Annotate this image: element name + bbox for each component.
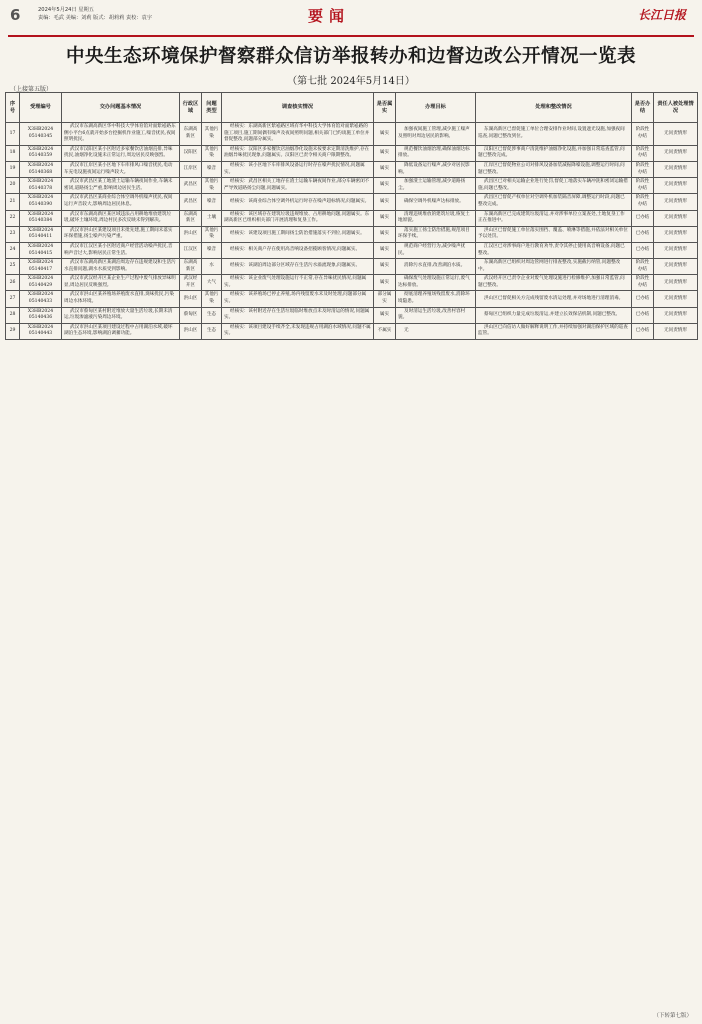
- cell-investigation: 经核实：该企业废气处理设施运行不正常,存在异味扰民情况,问题属实。: [222, 275, 374, 291]
- cell-handling: 江汉区已对涉事商户进行教育劝导,责令其停止使用高音响设备,问题已整改。: [476, 242, 632, 258]
- cell-goal: 加强夜间施工管理,减少施工噪声及照明对周边居民的影响。: [396, 123, 476, 146]
- table-row: [6, 307, 698, 323]
- cell-handling: 汉阳区已督促涉事商户清洗维护油烟净化设施,并加强日常巡查监管,问题已整改完成。: [476, 145, 632, 161]
- cell-id: X3HB2024 05140345: [20, 123, 62, 146]
- cell-investigation: 经核实：汉阳区多家餐饮店油烟净化设施未按要求定期清洗维护,存在油烟异味扰民现象,问题属实。汉阳区已责令相关商户限期整改。: [222, 145, 374, 161]
- cell-handling: 洪山区已督促相关方完成残留废水清运处理,并对场地进行清理消毒。: [476, 291, 632, 307]
- cell-desc: 武汉市东湖高新区某湖泊周边存在违规建设和生活污水直排问题,湖水水质受到影响。: [62, 259, 180, 275]
- cell-closed: 已办结: [632, 226, 654, 242]
- cell-type: 生态: [202, 307, 222, 323]
- cell-accountability: 无问责情形: [654, 210, 698, 226]
- cell-goal: 消除污水直排,改善湖泊水质。: [396, 259, 476, 275]
- cell-confirmed: 属实: [374, 161, 396, 177]
- cell-investigation: 经核实：东湖高新区紫崧路区域有华中科技大学体育馆对面紫崧路的施工项目,施工期间偶有噪声及夜间照明问题,相关部门已约谈施工单位并督促整改,问题部分属实。: [222, 123, 374, 146]
- cell-handling: 武昌区已对相关运输企业进行处罚,督促工地落实车辆冲洗和密闭运输措施,问题已整改。: [476, 178, 632, 194]
- cell-handling: 东湖高新区已组织对周边管网进行排查整改,实施截污纳管,问题整改中。: [476, 259, 632, 275]
- cell-confirmed: 属实: [374, 226, 396, 242]
- table-body: [6, 123, 698, 340]
- cell-desc: 武汉市东湖高新区华中科技大学体育馆对面紫崧路东侧小平台6点就开始多台挖掘机作业施工,噪音扰民,夜间照明扰民。: [62, 123, 180, 146]
- cell-accountability: 无问责情形: [654, 275, 698, 291]
- cell-region: 东湖高新区: [180, 259, 202, 275]
- cell-no: 27: [6, 291, 20, 307]
- cell-confirmed: 不属实: [374, 323, 396, 339]
- cell-region: 汉阳区: [180, 145, 202, 161]
- cell-id: X3HB2024 05140359: [20, 145, 62, 161]
- cell-confirmed: 属实: [374, 210, 396, 226]
- cell-type: 生态: [202, 323, 222, 339]
- cell-region: 洪山区: [180, 323, 202, 339]
- cell-desc: 武汉市洪山区某养殖场养殖废水直排,臭味扰民,污染周边水体环境。: [62, 291, 180, 307]
- cell-handling: 蔡甸区已组织力量完成垃圾清运,并建立长效保洁机制,问题已整改。: [476, 307, 632, 323]
- cell-closed: 阶段性办结: [632, 145, 654, 161]
- cell-type: 噪音: [202, 161, 222, 177]
- cell-desc: 武汉市汉阳区某小区附近多家餐饮店油烟直排,异味扰民,油烟净化设施未正常运行,周边居民反映强烈。: [62, 145, 180, 161]
- cell-type: 其他污染: [202, 145, 222, 161]
- table-header-row: [6, 93, 698, 123]
- cell-no: 18: [6, 145, 20, 161]
- date-line: 2024年5月24日 星期五: [38, 7, 94, 13]
- continuation-note: （下转第七版）: [653, 1013, 692, 1019]
- cell-closed: 已办结: [632, 291, 654, 307]
- cell-closed: 阶段性办结: [632, 259, 654, 275]
- cell-id: X3HB2024 05140378: [20, 178, 62, 194]
- cell-region: 洪山区: [180, 226, 202, 242]
- cell-accountability: 无问责情形: [654, 307, 698, 323]
- cell-handling: 洪山区已督促施工单位落实围挡、覆盖、喷淋等措施,并依法对相关单位予以处罚。: [476, 226, 632, 242]
- cell-no: 26: [6, 275, 20, 291]
- cell-id: X3HB2024 05140443: [20, 323, 62, 339]
- cell-investigation: 经核实：相关商户存在使用高音响设备招揽顾客情况,问题属实。: [222, 242, 374, 258]
- cell-investigation: 经核实：该商业综合体空调外机运行时存在噪声超标情况,问题属实。: [222, 194, 374, 210]
- cell-confirmed: 属实: [374, 194, 396, 210]
- cell-investigation: 经核实：该项目建设手续齐全,未发现违规占用湖泊水域情况,问题不属实。: [222, 323, 374, 339]
- table-row: [6, 242, 698, 258]
- column-header: 序号: [6, 93, 20, 123]
- cell-closed: 已办结: [632, 210, 654, 226]
- cell-region: 东湖高新区: [180, 123, 202, 146]
- cell-type: 其他污染: [202, 291, 222, 307]
- cell-desc: 武汉市武昌区某商业综合体空调外机噪声扰民,夜间运行声音较大,影响周边居民休息。: [62, 194, 180, 210]
- cell-confirmed: 属实: [374, 307, 396, 323]
- column-header: 是否属实: [374, 93, 396, 123]
- cell-closed: 已办结: [632, 323, 654, 339]
- cell-investigation: 经核实：该养殖场已停止养殖,场内残留废水未及时处理,问题部分属实。: [222, 291, 374, 307]
- cell-handling: 东湖高新区已完成建筑垃圾清运,并对涉事单位立案查处,土地复垦工作正在推进中。: [476, 210, 632, 226]
- cell-type: 其他污染: [202, 123, 222, 146]
- cell-id: X3HB2024 05140417: [20, 259, 62, 275]
- table-row: [6, 145, 698, 161]
- cell-goal: 清理违规堆放的建筑垃圾,恢复土地原貌。: [396, 210, 476, 226]
- cell-accountability: 无问责情形: [654, 161, 698, 177]
- cell-no: 28: [6, 307, 20, 323]
- column-header: 处理和整改情况: [476, 93, 632, 123]
- table-row: [6, 178, 698, 194]
- cell-handling: 武昌区已督促产权单位对空调外机加装隔音屏障,调整运行时段,问题已整改完成。: [476, 194, 632, 210]
- cell-accountability: 无问责情形: [654, 194, 698, 210]
- cell-id: X3HB2024 05140368: [20, 161, 62, 177]
- cell-goal: 无: [396, 323, 476, 339]
- cell-no: 21: [6, 194, 20, 210]
- column-header: 受理编号: [20, 93, 62, 123]
- cell-desc: 武汉市江汉区某小区附近商户经营活动噪声扰民,音响声音过大,影响居民正常生活。: [62, 242, 180, 258]
- cell-investigation: 经核实：该建设项目施工期间扬尘防治措施落实不到位,问题属实。: [222, 226, 374, 242]
- cell-type: 大气: [202, 275, 222, 291]
- table-row: [6, 226, 698, 242]
- cell-id: X3HB2024 05140433: [20, 291, 62, 307]
- cell-confirmed: 属实: [374, 242, 396, 258]
- cell-id: X3HB2024 05140436: [20, 307, 62, 323]
- cell-goal: 落实施工扬尘防治措施,规范项目环保手续。: [396, 226, 476, 242]
- section-title: 要闻: [308, 7, 351, 25]
- table-row: [6, 275, 698, 291]
- cell-closed: 阶段性办结: [632, 194, 654, 210]
- column-header: 是否办结: [632, 93, 654, 123]
- cell-no: 19: [6, 161, 20, 177]
- page-number: 6: [10, 6, 21, 24]
- cell-no: 20: [6, 178, 20, 194]
- cell-closed: 阶段性办结: [632, 178, 654, 194]
- staff-line: 责编：毛武 美编：刘莉 版式：胡莉莉 责校：袁宇: [38, 14, 152, 21]
- cell-no: 29: [6, 323, 20, 339]
- cell-investigation: 经核实：该村附近存在生活垃圾临时堆放点未及时清运的情况,问题属实。: [222, 307, 374, 323]
- table-row: [6, 123, 698, 146]
- cell-type: 水: [202, 259, 222, 275]
- cell-goal: 规范餐饮油烟治理,确保油烟达标排放。: [396, 145, 476, 161]
- table-row: [6, 194, 698, 210]
- cell-confirmed: 属实: [374, 145, 396, 161]
- cell-goal: 彻底清理养殖场残留废水,消除环境隐患。: [396, 291, 476, 307]
- cell-confirmed: 属实: [374, 259, 396, 275]
- cell-type: 噪音: [202, 242, 222, 258]
- cell-goal: 规范商户经营行为,减少噪声扰民。: [396, 242, 476, 258]
- table-row: [6, 323, 698, 339]
- column-header: 行政区域: [180, 93, 202, 123]
- cell-goal: 降低设备运行噪声,减少对居民影响。: [396, 161, 476, 177]
- cell-investigation: 经核实：该区域存在建筑垃圾违规堆放、占用耕地问题,问题属实。东湖高新区已组织相关部门开展清理和复垦工作。: [222, 210, 374, 226]
- cell-confirmed: 属实: [374, 178, 396, 194]
- cell-region: 江岸区: [180, 161, 202, 177]
- cell-desc: 武汉市洪山区某建设项目未批先建,施工期间未落实环保措施,扬尘噪声污染严重。: [62, 226, 180, 242]
- cell-region: 东湖高新区: [180, 210, 202, 226]
- cell-no: 22: [6, 210, 20, 226]
- cell-region: 武昌区: [180, 178, 202, 194]
- cell-region: 江汉区: [180, 242, 202, 258]
- cell-handling: 武汉经开区已责令企业对废气处理设施进行检修维护,加强日常监管,问题已整改。: [476, 275, 632, 291]
- cell-investigation: 经核实：该湖泊周边部分区域存在生活污水溢流现象,问题属实。: [222, 259, 374, 275]
- column-header: 交办问题基本情况: [62, 93, 180, 123]
- cell-accountability: 无问责情形: [654, 178, 698, 194]
- cell-no: 17: [6, 123, 20, 146]
- cell-confirmed: 属实: [374, 123, 396, 146]
- column-header: 责任人被处理情况: [654, 93, 698, 123]
- continued-note: （上接第五版）: [10, 86, 53, 93]
- cell-confirmed: 部分属实: [374, 291, 396, 307]
- cell-closed: 阶段性办结: [632, 123, 654, 146]
- cell-id: X3HB2024 05140390: [20, 194, 62, 210]
- cell-investigation: 经核实：该小区地下车库排风设备运行时存在噪声扰民情况,问题属实。: [222, 161, 374, 177]
- cell-region: 洪山区: [180, 291, 202, 307]
- cell-accountability: 无问责情形: [654, 323, 698, 339]
- cell-type: 其他污染: [202, 226, 222, 242]
- cell-desc: 武汉市蔡甸区某村附近堆放大量生活垃圾,长期未清运,垃圾渗滤液污染周边环境。: [62, 307, 180, 323]
- cell-goal: 加强渣土运输管理,减少道路扬尘。: [396, 178, 476, 194]
- table-row: [6, 291, 698, 307]
- cell-handling: 江岸区已督促物业公司对排风设备加装减振降噪设施,调整运行时间,问题已整改。: [476, 161, 632, 177]
- column-header: 调查核实情况: [222, 93, 374, 123]
- cell-accountability: 无问责情形: [654, 291, 698, 307]
- page-header: [8, 4, 694, 34]
- cell-id: X3HB2024 05140415: [20, 242, 62, 258]
- table-row: [6, 161, 698, 177]
- column-header: 问题类型: [202, 93, 222, 123]
- cell-confirmed: 属实: [374, 275, 396, 291]
- cell-region: 武昌区: [180, 194, 202, 210]
- cell-investigation: 经核实：武昌区相关工地存在渣土运输车辆夜间作业,部分车辆密闭不严导致道路扬尘问题,问题属实。: [222, 178, 374, 194]
- table-row: [6, 259, 698, 275]
- cell-type: 土壤: [202, 210, 222, 226]
- cell-closed: 阶段性办结: [632, 275, 654, 291]
- cell-desc: 武汉市武汉经开区某企业生产过程中废气排放异味明显,周边居民反映强烈。: [62, 275, 180, 291]
- cell-id: X3HB2024 05140411: [20, 226, 62, 242]
- newspaper-logo: 长江日报: [637, 8, 686, 22]
- page-subtitle: （第七批 2024年5月14日）: [287, 76, 415, 87]
- cell-region: 蔡甸区: [180, 307, 202, 323]
- cell-closed: 已办结: [632, 242, 654, 258]
- cell-id: X3HB2024 05140384: [20, 210, 62, 226]
- cell-accountability: 无问责情形: [654, 123, 698, 146]
- cell-region: 武汉经开区: [180, 275, 202, 291]
- cell-desc: 武汉市东湖高新区某区域违法占用耕地堆放建筑垃圾,破坏土壤环境,周边村民多次反映未得到解决。: [62, 210, 180, 226]
- cell-accountability: 无问责情形: [654, 145, 698, 161]
- cell-type: 其他污染: [202, 178, 222, 194]
- cell-goal: 确保空调外机噪声达标排放。: [396, 194, 476, 210]
- publication-meta: [38, 7, 152, 22]
- cell-handling: 洪山区已向信访人做好解释说明工作,并持续加强对湖泊保护区域的巡查监管。: [476, 323, 632, 339]
- header-divider: [8, 35, 694, 37]
- cell-accountability: 无问责情形: [654, 242, 698, 258]
- cell-no: 25: [6, 259, 20, 275]
- column-header: 办理目标: [396, 93, 476, 123]
- cell-no: 23: [6, 226, 20, 242]
- cell-type: 噪音: [202, 194, 222, 210]
- cell-no: 24: [6, 242, 20, 258]
- cell-handling: 东湖高新区已督促施工单位合理安排作业时间,设置遮光设施,加强夜间巡查,问题已整改到位。: [476, 123, 632, 146]
- report-table: [5, 92, 698, 340]
- cell-desc: 武汉市武昌区某工地渣土运输车辆夜间作业,车辆未密闭,道路扬尘严重,影响周边居民生活。: [62, 178, 180, 194]
- page-title: 中央生态环境保护督察群众信访举报转办和边督边改公开情况一览表: [65, 46, 636, 67]
- cell-id: X3HB2024 05140429: [20, 275, 62, 291]
- cell-closed: 已办结: [632, 307, 654, 323]
- cell-goal: 确保废气处理设施正常运行,废气达标排放。: [396, 275, 476, 291]
- cell-goal: 及时清运生活垃圾,改善村容村貌。: [396, 307, 476, 323]
- cell-desc: 武汉市洪山区某项目建设过程中占用湖泊水域,破坏湖泊生态环境,影响湖泊调蓄功能。: [62, 323, 180, 339]
- cell-desc: 武汉市江岸区某小区地下车库排风口噪音扰民,电动车充电设施夜间运行噪声较大。: [62, 161, 180, 177]
- cell-accountability: 无问责情形: [654, 259, 698, 275]
- table-row: [6, 210, 698, 226]
- cell-accountability: 无问责情形: [654, 226, 698, 242]
- cell-closed: 阶段性办结: [632, 161, 654, 177]
